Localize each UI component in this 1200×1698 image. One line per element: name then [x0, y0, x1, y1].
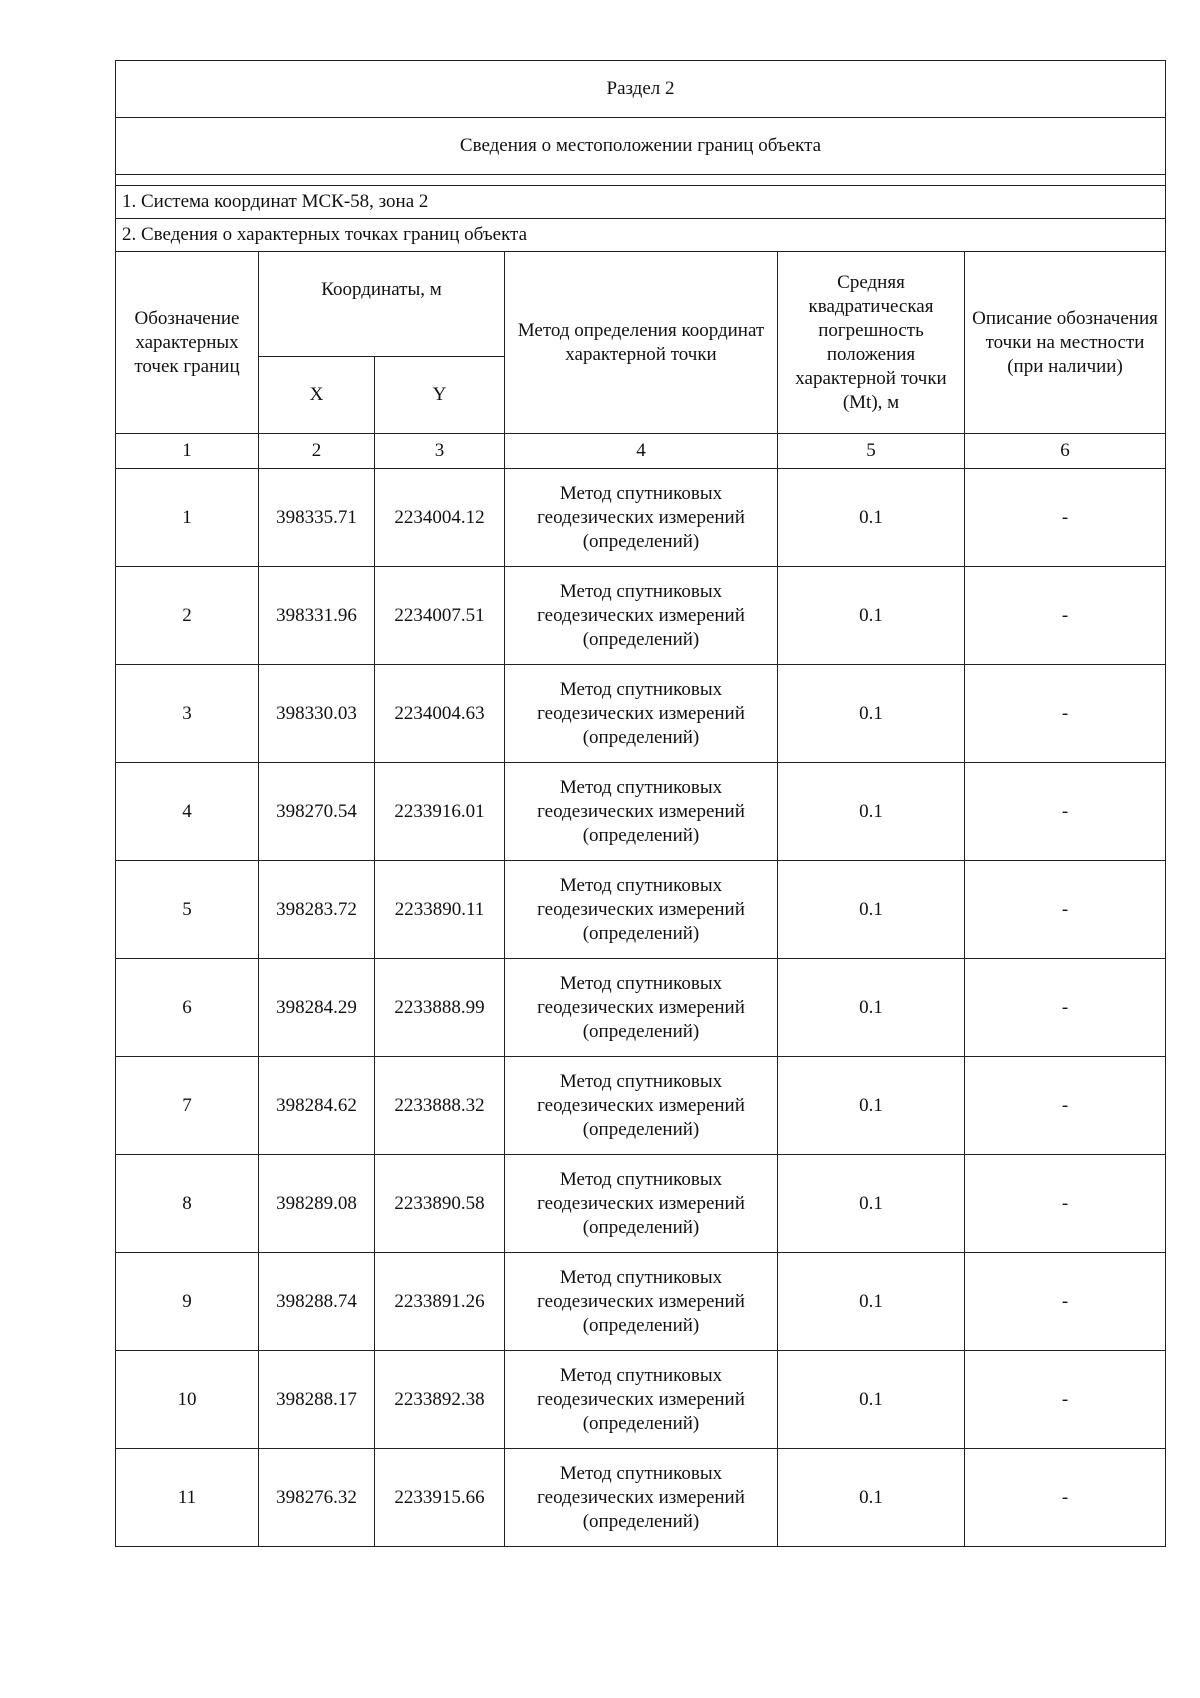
method-cell: Метод спутниковых геодезических измерений (определений) [505, 1057, 778, 1155]
x-coordinate-cell: 398276.32 [259, 1449, 375, 1547]
description-cell: - [965, 469, 1166, 567]
x-coordinate-cell: 398288.17 [259, 1351, 375, 1449]
method-cell: Метод спутниковых геодезических измерений (определений) [505, 1351, 778, 1449]
x-coordinate-cell: 398284.62 [259, 1057, 375, 1155]
y-coordinate-cell: 2233890.58 [375, 1155, 505, 1253]
header-description: Описание обозначения точки на местности (при наличии) [965, 252, 1166, 434]
point-number-cell: 4 [116, 763, 259, 861]
point-number-cell: 10 [116, 1351, 259, 1449]
coord-system-row [116, 186, 1166, 219]
point-number-cell: 7 [116, 1057, 259, 1155]
coord-system-text: 1. Система координат МСК-58, зона 2 [116, 186, 1166, 219]
point-number-cell: 5 [116, 861, 259, 959]
error-cell: 0.1 [778, 1057, 965, 1155]
header-y: Y [375, 357, 505, 434]
point-number-cell: 9 [116, 1253, 259, 1351]
x-coordinate-cell: 398284.29 [259, 959, 375, 1057]
point-number-cell: 6 [116, 959, 259, 1057]
y-coordinate-cell: 2233915.66 [375, 1449, 505, 1547]
section-row [116, 61, 1166, 118]
point-number-cell: 11 [116, 1449, 259, 1547]
document-title: Сведения о местоположении границ объекта [116, 118, 1166, 175]
table-row [116, 1253, 1166, 1351]
header-method: Метод определения координат характерной точки [505, 252, 778, 434]
y-coordinate-cell: 2233916.01 [375, 763, 505, 861]
method-cell: Метод спутниковых геодезических измерений (определений) [505, 469, 778, 567]
description-cell: - [965, 1155, 1166, 1253]
method-cell: Метод спутниковых геодезических измерений (определений) [505, 1155, 778, 1253]
header-error: Средняя квадратическая погрешность положения характерной точки (Mt), м [778, 252, 965, 434]
table-row [116, 469, 1166, 567]
header-designation: Обозначение характерных точек границ [116, 252, 259, 434]
description-cell: - [965, 1449, 1166, 1547]
y-coordinate-cell: 2233888.99 [375, 959, 505, 1057]
column-number: 4 [505, 434, 778, 469]
document-sheet [115, 60, 1165, 1547]
description-cell: - [965, 665, 1166, 763]
column-number: 2 [259, 434, 375, 469]
x-coordinate-cell: 398335.71 [259, 469, 375, 567]
y-coordinate-cell: 2234004.12 [375, 469, 505, 567]
point-number-cell: 2 [116, 567, 259, 665]
method-cell: Метод спутниковых геодезических измерений (определений) [505, 567, 778, 665]
description-cell: - [965, 861, 1166, 959]
point-number-cell: 3 [116, 665, 259, 763]
x-coordinate-cell: 398283.72 [259, 861, 375, 959]
x-coordinate-cell: 398270.54 [259, 763, 375, 861]
header-row [116, 252, 1166, 357]
description-cell: - [965, 763, 1166, 861]
description-cell: - [965, 1351, 1166, 1449]
method-cell: Метод спутниковых геодезических измерений (определений) [505, 665, 778, 763]
y-coordinate-cell: 2233891.26 [375, 1253, 505, 1351]
x-coordinate-cell: 398331.96 [259, 567, 375, 665]
method-cell: Метод спутниковых геодезических измерений (определений) [505, 959, 778, 1057]
table-row [116, 1351, 1166, 1449]
column-number: 5 [778, 434, 965, 469]
error-cell: 0.1 [778, 763, 965, 861]
points-heading-row [116, 219, 1166, 252]
y-coordinate-cell: 2234004.63 [375, 665, 505, 763]
x-coordinate-cell: 398288.74 [259, 1253, 375, 1351]
y-coordinate-cell: 2233890.11 [375, 861, 505, 959]
error-cell: 0.1 [778, 567, 965, 665]
description-cell: - [965, 1057, 1166, 1155]
method-cell: Метод спутниковых геодезических измерений (определений) [505, 861, 778, 959]
spacer-row [116, 175, 1166, 186]
error-cell: 0.1 [778, 469, 965, 567]
table-row [116, 763, 1166, 861]
error-cell: 0.1 [778, 1351, 965, 1449]
y-coordinate-cell: 2234007.51 [375, 567, 505, 665]
point-number-cell: 8 [116, 1155, 259, 1253]
point-number-cell: 1 [116, 469, 259, 567]
table-row [116, 567, 1166, 665]
table-row [116, 1155, 1166, 1253]
method-cell: Метод спутниковых геодезических измерений (определений) [505, 1449, 778, 1547]
table-row [116, 1449, 1166, 1547]
description-cell: - [965, 959, 1166, 1057]
header-x: X [259, 357, 375, 434]
error-cell: 0.1 [778, 1253, 965, 1351]
section-title: Раздел 2 [116, 61, 1166, 118]
x-coordinate-cell: 398330.03 [259, 665, 375, 763]
spacer-cell [116, 175, 1166, 186]
error-cell: 0.1 [778, 665, 965, 763]
table-row [116, 959, 1166, 1057]
table-row [116, 861, 1166, 959]
description-cell: - [965, 567, 1166, 665]
y-coordinate-cell: 2233888.32 [375, 1057, 505, 1155]
header-coordinates: Координаты, м [259, 252, 505, 357]
y-coordinate-cell: 2233892.38 [375, 1351, 505, 1449]
description-cell: - [965, 1253, 1166, 1351]
method-cell: Метод спутниковых геодезических измерений (определений) [505, 763, 778, 861]
title-row [116, 118, 1166, 175]
points-heading-text: 2. Сведения о характерных точках границ объекта [116, 219, 1166, 252]
boundary-points-table [115, 60, 1166, 1547]
error-cell: 0.1 [778, 959, 965, 1057]
table-row [116, 665, 1166, 763]
column-number: 1 [116, 434, 259, 469]
column-number: 6 [965, 434, 1166, 469]
method-cell: Метод спутниковых геодезических измерений (определений) [505, 1253, 778, 1351]
column-numbers-row [116, 434, 1166, 469]
error-cell: 0.1 [778, 1155, 965, 1253]
error-cell: 0.1 [778, 861, 965, 959]
column-number: 3 [375, 434, 505, 469]
error-cell: 0.1 [778, 1449, 965, 1547]
x-coordinate-cell: 398289.08 [259, 1155, 375, 1253]
table-row [116, 1057, 1166, 1155]
